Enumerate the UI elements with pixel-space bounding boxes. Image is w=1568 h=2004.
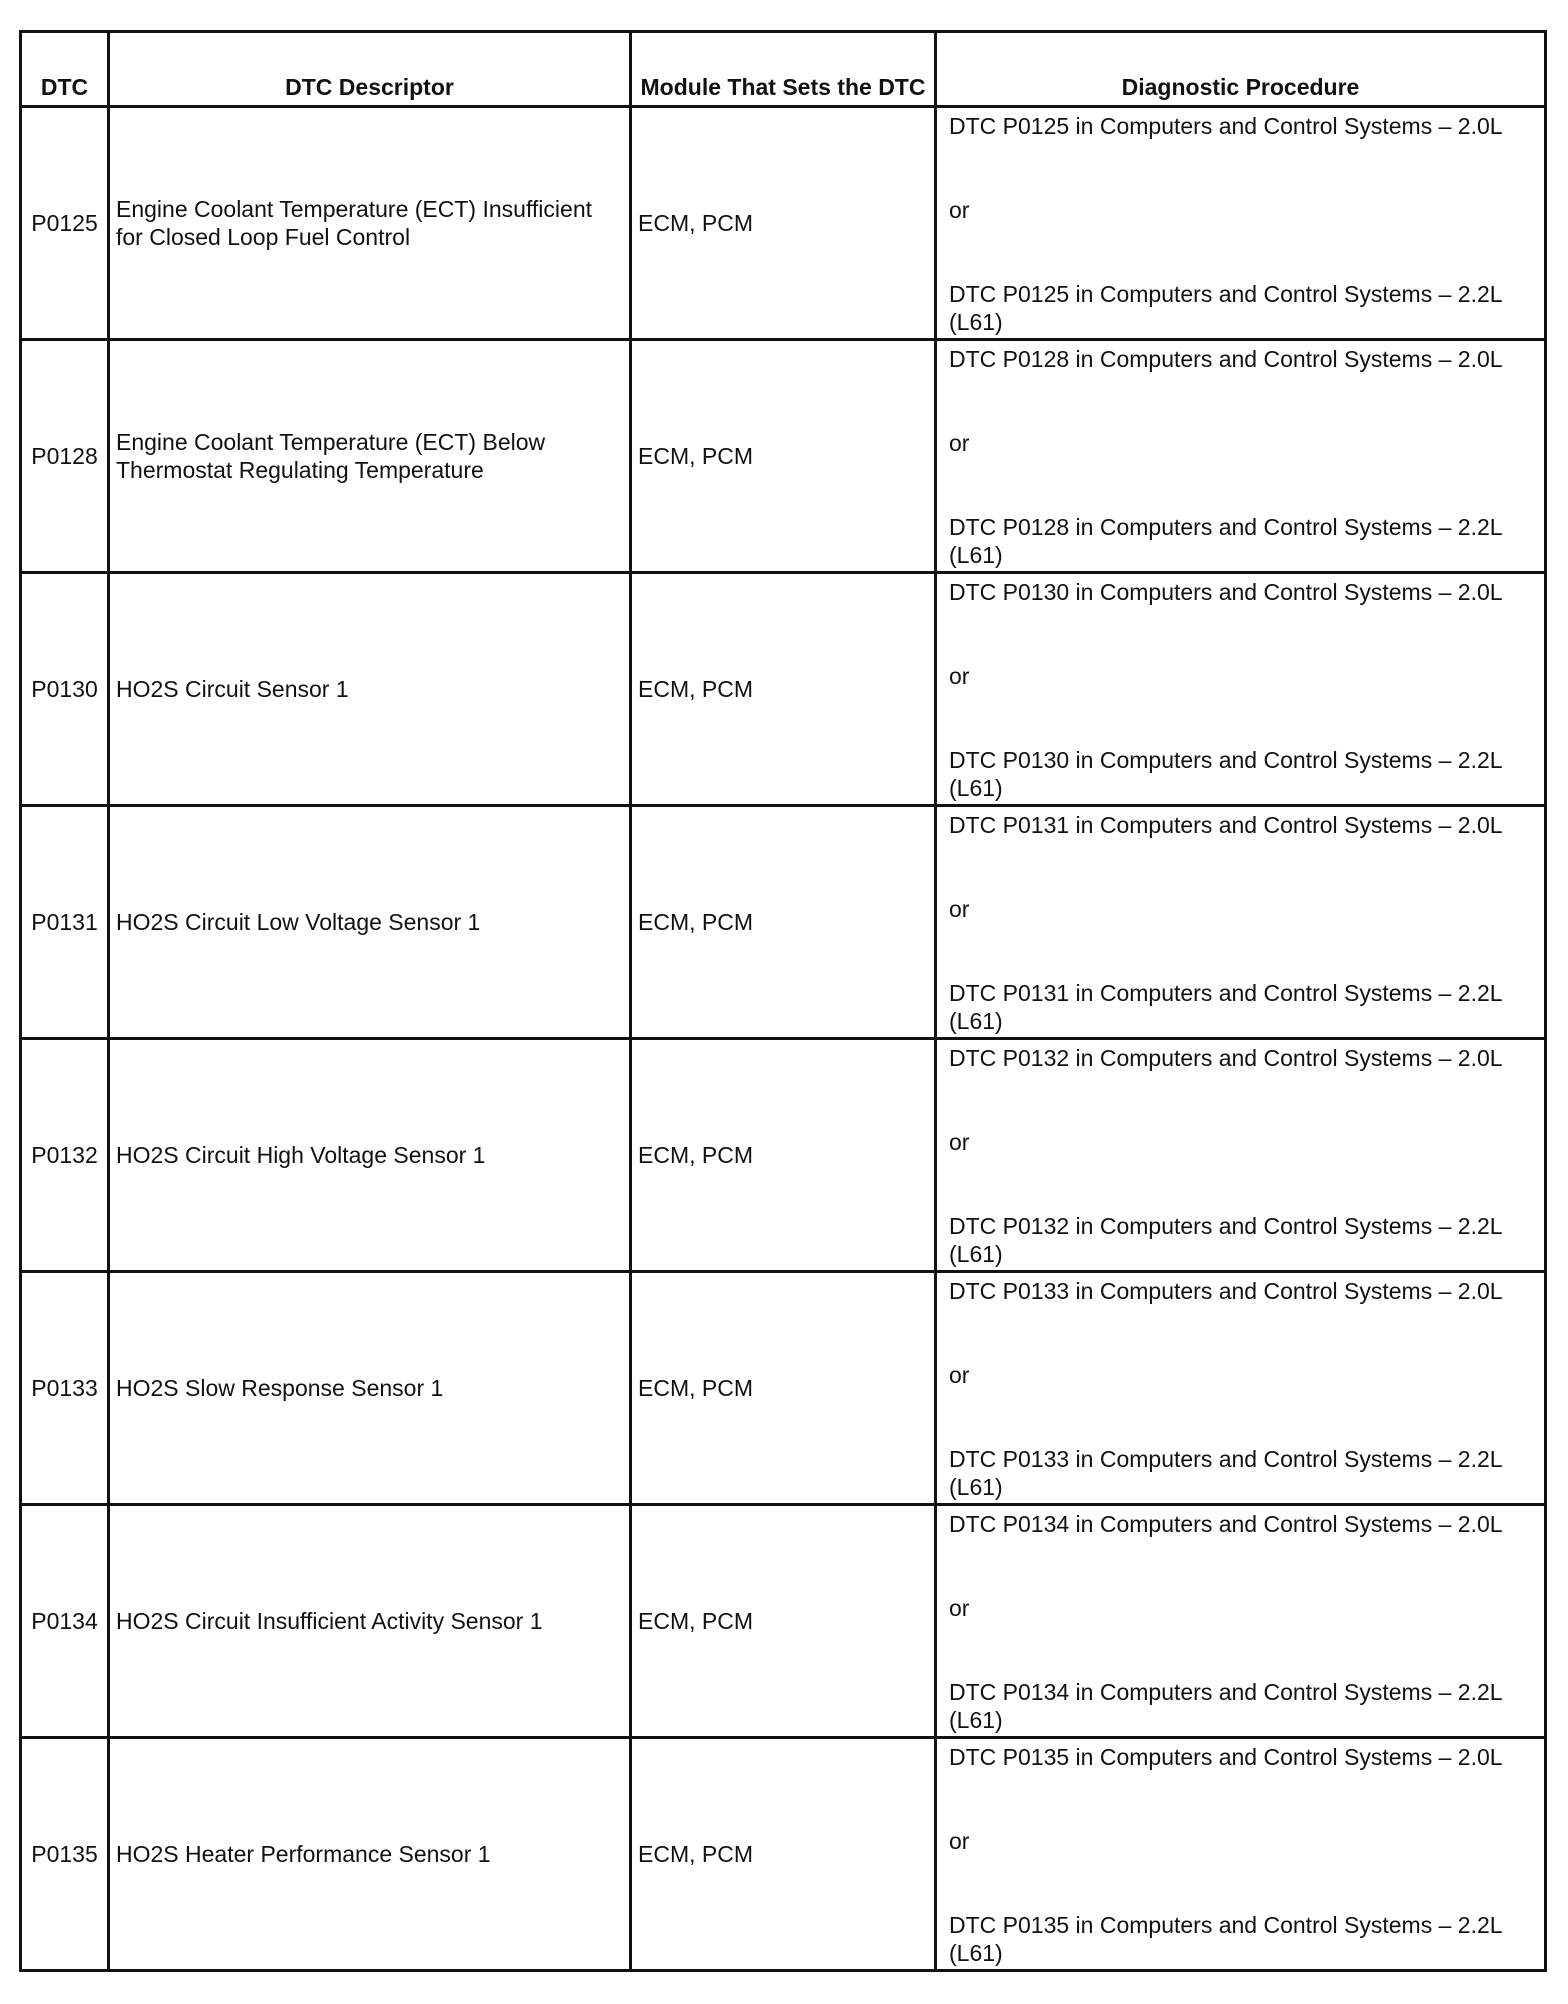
- dtc-code: P0133: [21, 1272, 109, 1505]
- dtc-module: ECM, PCM: [631, 1272, 936, 1505]
- procedure-link-2-2l[interactable]: DTC P0134 in Computers and Control Systems – 2.2L (L61): [949, 1679, 1502, 1733]
- header-descriptor: DTC Descriptor: [109, 32, 631, 107]
- dtc-procedure: [936, 573, 1546, 806]
- dtc-code: P0131: [21, 806, 109, 1039]
- procedure-or: or: [949, 430, 970, 456]
- table-row: [21, 806, 1546, 1039]
- dtc-procedure: [936, 806, 1546, 1039]
- procedure-or: or: [949, 663, 970, 689]
- dtc-procedure: [936, 1039, 1546, 1272]
- dtc-procedure: [936, 1272, 1546, 1505]
- dtc-code: P0134: [21, 1505, 109, 1738]
- dtc-module: ECM, PCM: [631, 107, 936, 340]
- dtc-code: P0135: [21, 1738, 109, 1971]
- dtc-descriptor: HO2S Circuit High Voltage Sensor 1: [109, 1039, 631, 1272]
- header-procedure: Diagnostic Procedure: [936, 32, 1546, 107]
- dtc-procedure: [936, 1738, 1546, 1971]
- header-dtc: DTC: [21, 32, 109, 107]
- dtc-table: [19, 30, 1547, 1972]
- table-row: [21, 1272, 1546, 1505]
- procedure-link-2-0l[interactable]: DTC P0128 in Computers and Control Systems – 2.0L: [949, 346, 1503, 372]
- dtc-procedure: [936, 107, 1546, 340]
- dtc-descriptor: HO2S Circuit Insufficient Activity Sensor 1: [109, 1505, 631, 1738]
- procedure-link-2-0l[interactable]: DTC P0131 in Computers and Control Systems – 2.0L: [949, 812, 1503, 838]
- procedure-link-2-2l[interactable]: DTC P0128 in Computers and Control Systems – 2.2L (L61): [949, 514, 1502, 568]
- dtc-module: ECM, PCM: [631, 1039, 936, 1272]
- table-row: [21, 340, 1546, 573]
- procedure-link-2-2l[interactable]: DTC P0125 in Computers and Control Systems – 2.2L (L61): [949, 281, 1502, 335]
- procedure-link-2-0l[interactable]: DTC P0125 in Computers and Control Systems – 2.0L: [949, 113, 1503, 139]
- procedure-or: or: [949, 1129, 970, 1155]
- dtc-code: P0128: [21, 340, 109, 573]
- dtc-descriptor: HO2S Heater Performance Sensor 1: [109, 1738, 631, 1971]
- table-row: [21, 1505, 1546, 1738]
- procedure-link-2-0l[interactable]: DTC P0130 in Computers and Control Systems – 2.0L: [949, 579, 1503, 605]
- dtc-module: ECM, PCM: [631, 573, 936, 806]
- procedure-link-2-0l[interactable]: DTC P0133 in Computers and Control Systems – 2.0L: [949, 1278, 1503, 1304]
- procedure-link-2-0l[interactable]: DTC P0134 in Computers and Control Systems – 2.0L: [949, 1511, 1503, 1537]
- procedure-or: or: [949, 1362, 970, 1388]
- procedure-or: or: [949, 197, 970, 223]
- procedure-link-2-0l[interactable]: DTC P0135 in Computers and Control Systems – 2.0L: [949, 1744, 1503, 1770]
- dtc-descriptor: Engine Coolant Temperature (ECT) Below Thermostat Regulating Temperature: [109, 340, 631, 573]
- dtc-descriptor: Engine Coolant Temperature (ECT) Insufficient for Closed Loop Fuel Control: [109, 107, 631, 340]
- table-row: [21, 107, 1546, 340]
- procedure-or: or: [949, 896, 970, 922]
- procedure-link-2-2l[interactable]: DTC P0131 in Computers and Control Systems – 2.2L (L61): [949, 980, 1502, 1034]
- procedure-link-2-2l[interactable]: DTC P0130 in Computers and Control Systems – 2.2L (L61): [949, 747, 1502, 801]
- dtc-code: P0132: [21, 1039, 109, 1272]
- procedure-link-2-0l[interactable]: DTC P0132 in Computers and Control Systems – 2.0L: [949, 1045, 1503, 1071]
- procedure-link-2-2l[interactable]: DTC P0135 in Computers and Control Systems – 2.2L (L61): [949, 1912, 1502, 1966]
- procedure-or: or: [949, 1595, 970, 1621]
- dtc-descriptor: HO2S Circuit Sensor 1: [109, 573, 631, 806]
- dtc-descriptor: HO2S Slow Response Sensor 1: [109, 1272, 631, 1505]
- dtc-module: ECM, PCM: [631, 806, 936, 1039]
- dtc-module: ECM, PCM: [631, 1738, 936, 1971]
- dtc-module: ECM, PCM: [631, 340, 936, 573]
- dtc-code: P0125: [21, 107, 109, 340]
- table-row: [21, 1039, 1546, 1272]
- dtc-descriptor: HO2S Circuit Low Voltage Sensor 1: [109, 806, 631, 1039]
- procedure-link-2-2l[interactable]: DTC P0132 in Computers and Control Systems – 2.2L (L61): [949, 1213, 1502, 1267]
- table-row: [21, 1738, 1546, 1971]
- table-row: [21, 573, 1546, 806]
- dtc-procedure: [936, 1505, 1546, 1738]
- procedure-link-2-2l[interactable]: DTC P0133 in Computers and Control Systems – 2.2L (L61): [949, 1446, 1502, 1500]
- dtc-module: ECM, PCM: [631, 1505, 936, 1738]
- dtc-code: P0130: [21, 573, 109, 806]
- dtc-procedure: [936, 340, 1546, 573]
- header-module: Module That Sets the DTC: [631, 32, 936, 107]
- table-header-row: [21, 32, 1546, 107]
- procedure-or: or: [949, 1828, 970, 1854]
